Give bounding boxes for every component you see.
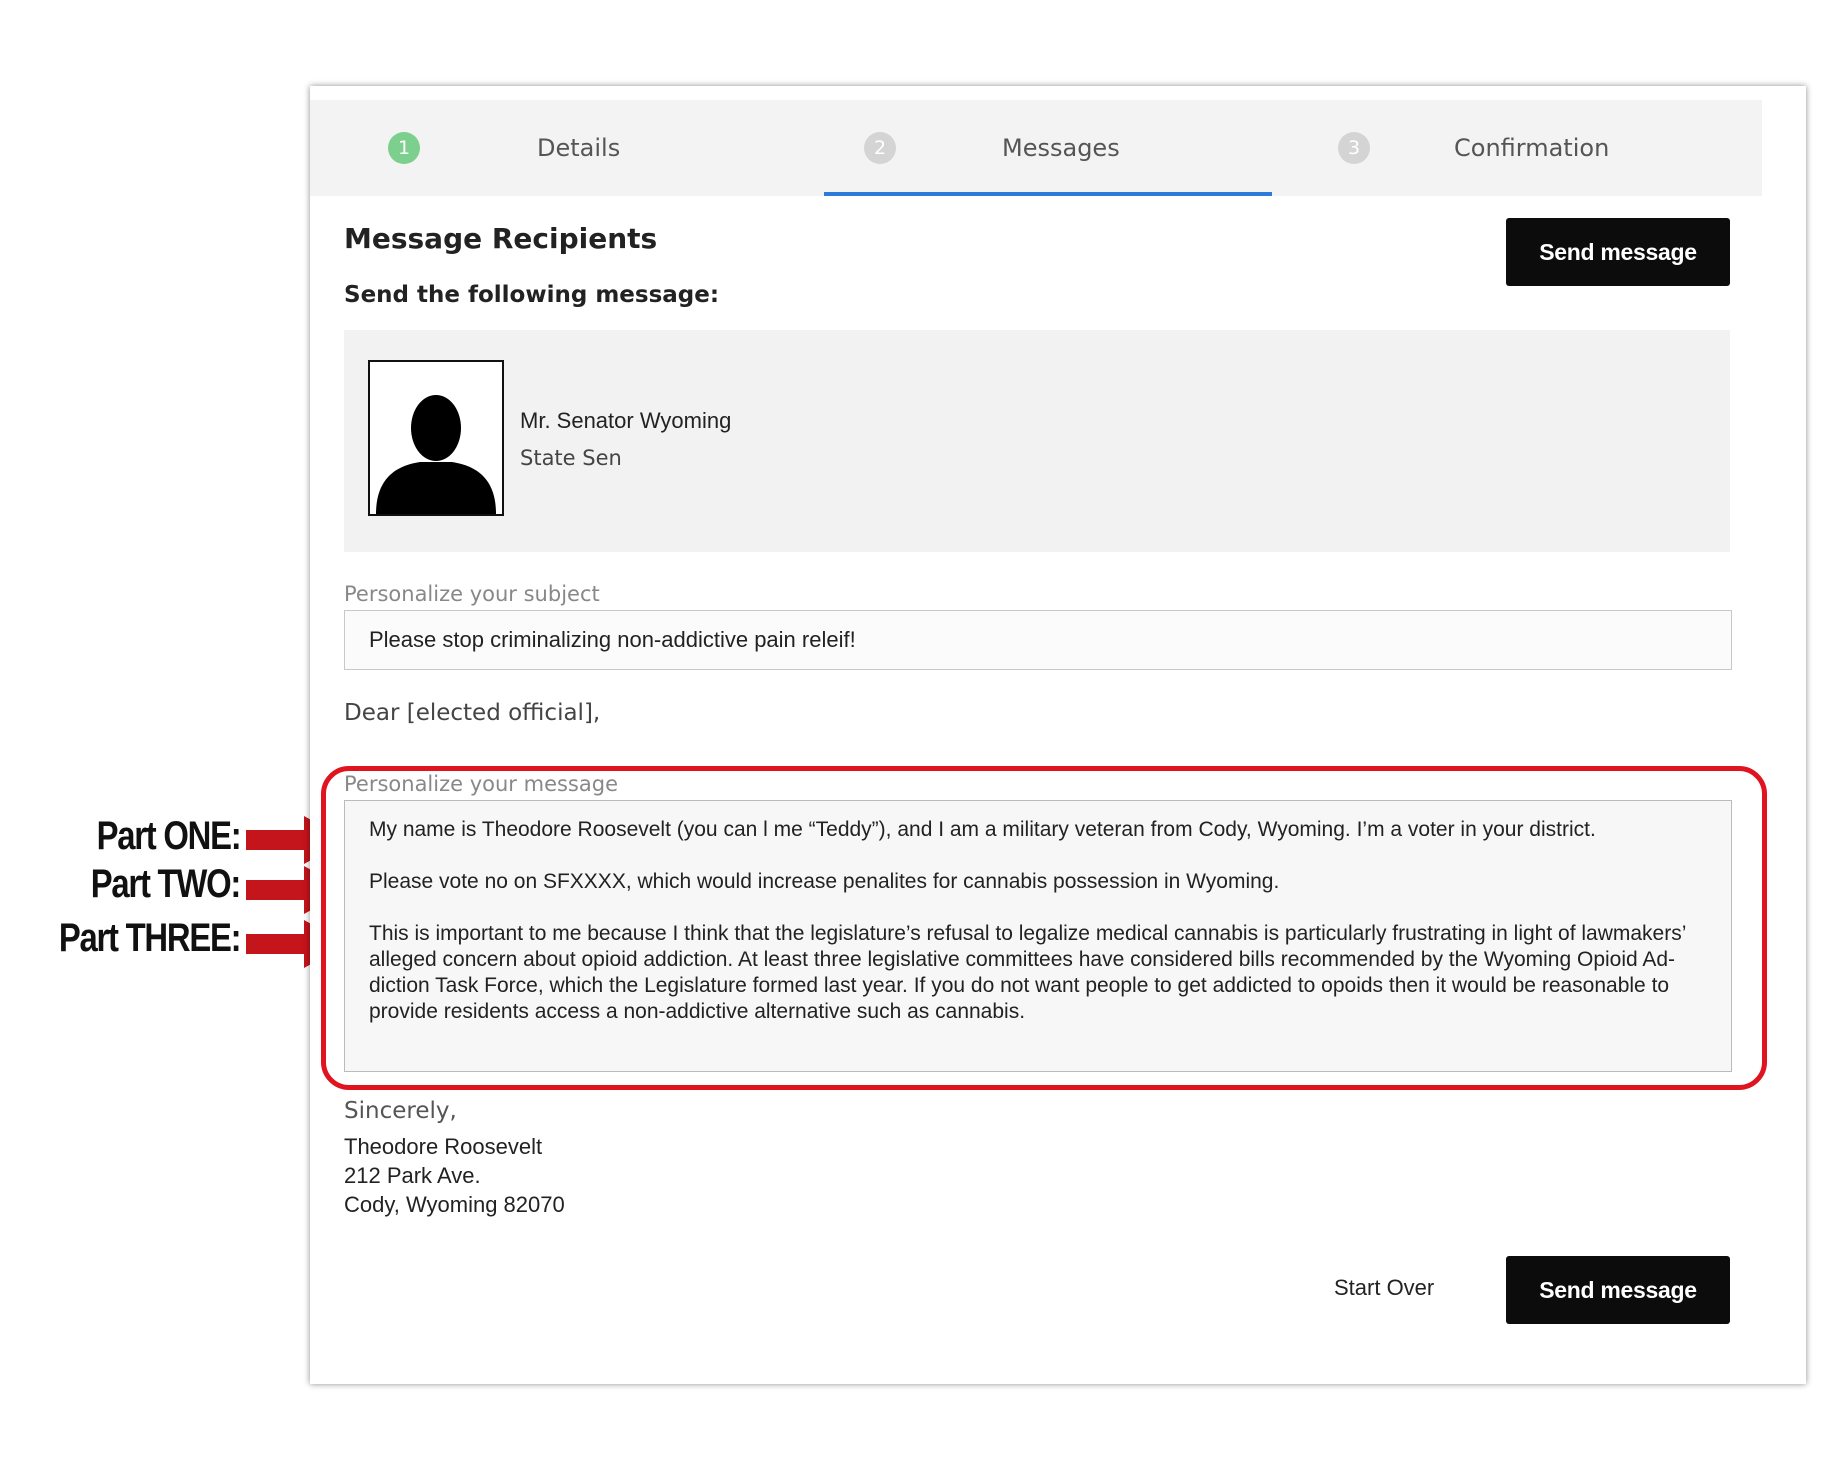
step-number-badge: 2: [864, 132, 896, 164]
step-details[interactable]: [310, 100, 750, 196]
message-textarea[interactable]: [344, 800, 1732, 1072]
message-paragraph-three: This is important to me because I think that the legislature’s refusal to legalize medical cannabis is particularly frustrating in light of lawmakers’ alleged concern about opioid addiction. At least three legislative committees have considered bills recommended by the Wyoming Opioid Ad-diction Task Force, which the Legislature formed last year. If you do not want people to get addicted to opoids then it would be reasonable to provide residents access a non-addictive alternative such as cannabis.: [369, 922, 1686, 1023]
step-label: Confirmation: [1454, 134, 1610, 162]
salutation-text: Dear [elected official],: [344, 700, 601, 726]
message-paragraph-two: Please vote no on SFXXXX, which would increase penalites for cannabis possession in Wyoming.: [369, 870, 1280, 893]
message-form-panel: [310, 86, 1806, 1384]
send-message-button-bottom[interactable]: Send message: [1506, 1256, 1730, 1324]
annotation-part-two: Part TWO:: [90, 862, 240, 906]
closing-text: Sincerely,: [344, 1098, 457, 1124]
progress-stepper: [310, 100, 1762, 196]
step-number-badge: 3: [1338, 132, 1370, 164]
step-label: Details: [537, 134, 621, 162]
recipient-name: Mr. Senator Wyoming: [520, 408, 732, 433]
section-subtitle: Send the following message:: [344, 282, 720, 308]
send-message-button-top[interactable]: Send message: [1506, 218, 1730, 286]
step-messages[interactable]: [750, 100, 1250, 196]
step-confirmation[interactable]: [1250, 100, 1762, 196]
start-over-button[interactable]: Start Over: [1328, 1274, 1440, 1302]
recipient-card: [344, 330, 1730, 552]
step-number-badge: 1: [388, 132, 420, 164]
person-silhouette-icon: [368, 360, 504, 516]
message-label: Personalize your message: [344, 772, 618, 796]
annotation-part-three: Part THREE:: [58, 916, 240, 960]
annotation-part-one: Part ONE:: [96, 814, 240, 858]
signature-street: 212 Park Ave.: [344, 1163, 481, 1188]
message-paragraph-one: My name is Theodore Roosevelt (you can l me “Teddy”), and I am a military veteran from Cody, Wyoming. I’m a voter in your district.: [369, 818, 1596, 841]
signature-name: Theodore Roosevelt: [344, 1134, 543, 1159]
subject-label: Personalize your subject: [344, 582, 600, 606]
recipient-title: State Sen: [520, 446, 622, 470]
signature-city: Cody, Wyoming 82070: [344, 1192, 565, 1217]
subject-input[interactable]: [344, 610, 1732, 670]
page-title: Message Recipients: [344, 222, 658, 255]
step-label: Messages: [1002, 134, 1120, 162]
active-step-indicator: [824, 192, 1272, 196]
